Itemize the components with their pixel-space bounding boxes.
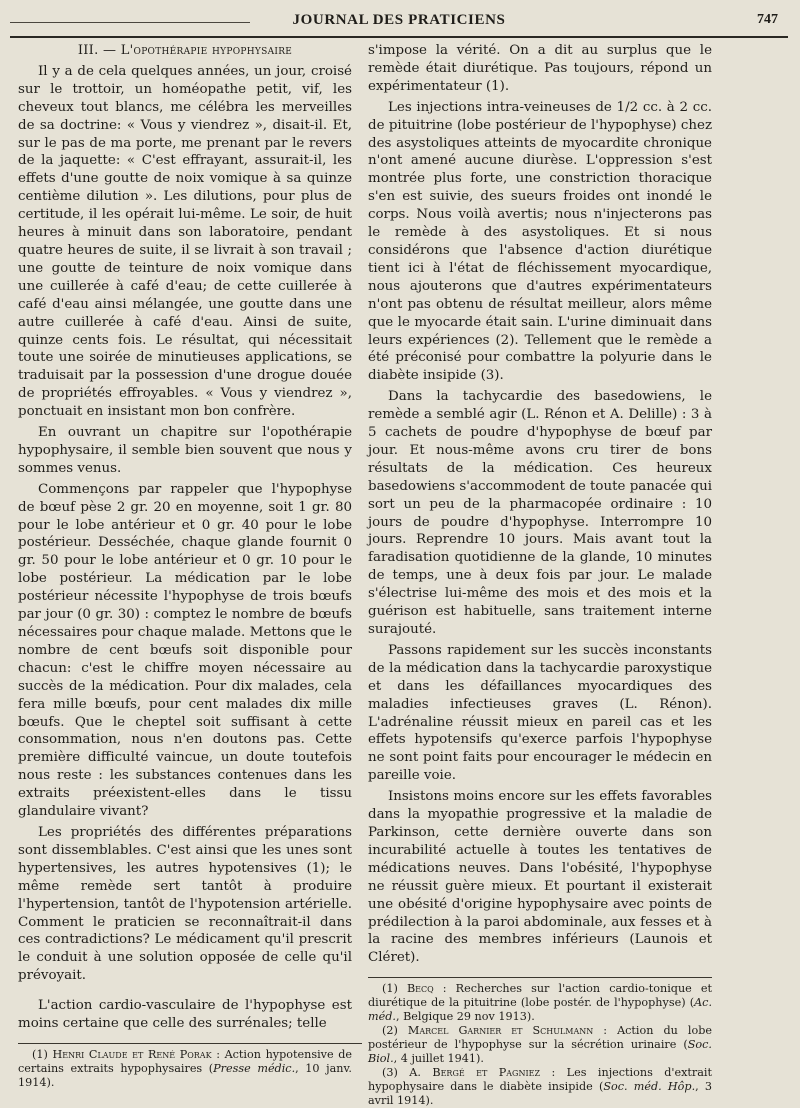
- footnote-rest: , 3 avril 1914).: [368, 1080, 712, 1108]
- footnote-text: : Action du lobe postérieur de l'hypophyse sur la sécrétion urinaire (: [368, 1024, 712, 1052]
- paragraph: Passons rapidement sur les succès inconstants de la médication dans la tachycardie paroxystique et dans les défaillances myocardiques des maladies infectieuses graves (L. Rénon). L'adrénaline réussit mieux en pareil cas et les effets hypotensifs qu'exerce parfois l'hypophyse ne sont point faits pour encourager le médecin en pareille voie.: [368, 642, 712, 784]
- footnote-source: Ac. méd.: [368, 996, 712, 1024]
- footnote-source: Soc. Biol.: [368, 1038, 712, 1066]
- right-column: [368, 42, 712, 1108]
- footnote-rest: , Belgique 29 nov 1913).: [395, 1010, 535, 1024]
- running-header: [10, 8, 788, 38]
- footnote-text: : Les injections d'extrait hypophysaire dans le diabète insipide (: [368, 1066, 713, 1094]
- paragraph: Dans la tachycardie des basedowiens, le remède a semblé agir (L. Rénon et A. Delille) : 3 à 5 cachets de poudre d'hypophyse de bœuf par jour. Et nous-même avons cru tirer de bons résultats de la médication. Ces heureux basedowiens s'accommodent de toute panacée qui sort un peu de la pharmacopée ordinaire : 10 jours de poudre d'hypophyse. Interrompre 10 jours. Reprendre 10 jours. Mais avant tout la faradisation quotidienne de la glande, 10 minutes de temps, une à deux fois par jour. Le malade s'électrise lui-même des mois et des mois et la guérison est habituelle, sans traitement interne surajouté.: [368, 389, 712, 637]
- paragraph: Commençons par rappeler que l'hypophyse de bœuf pèse 2 gr. 20 en moyenne, soit 1 gr. 80 pour le lobe antérieur et 0 gr. 40 pour le lobe postérieur. Desséchée, chaque glande fournit 0 gr. 50 pour le lobe antérieur et 0 gr. 10 pour le lobe postérieur. La médication par le lobe postérieur nécessite l'hypophyse de trois bœufs par jour (0 gr. 30) : comptez le nombre de bœufs nécessaires pour chaque malade. Mettons que le nombre de cent bœufs soit disponible pour chacun: c'est le chiffre moyen nécessaire au succès de la médication. Pour dix malades, cela fera mille bœufs, pour cent malades dix mille bœufs. Que le cheptel soit suffisant à cette consommation, nous n'en doutons pas. Cette première difficulté vaincue, un doute toutefois nous reste : les substances contenues dans les extraits préexistent-elles dans le tissu glandulaire vivant?: [18, 481, 352, 820]
- page-number: 747: [757, 12, 778, 27]
- paragraph: s'impose la vérité. On a dit au surplus que le remède était diurétique. Pas toujours, répond un expérimentateur (1).: [368, 43, 712, 94]
- paragraph: Il y a de cela quelques années, un jour, croisé sur le trottoir, un homéopathe petit, vif, les cheveux tout blancs, me célébra les merveilles de sa doctrine: « Vous y viendrez », disait-il. Et, sur le pas de ma porte, me prenant par le revers de la jaquette: « C'est effrayant, assurait-il, les effets d'une goutte de noix vomique à sa quinze centième dilution ». Les dilutions, pour plus de certitude, il les opérait lui-même. Le soir, de huit heures à minuit dans son laboratoire, pendant quatre heures de suite, il se livrait à son travail ; une goutte de teinture de noix vomique dans une cuillerée à café d'eau; de cette cuillerée à café d'eau ainsi mélangée, une goutte dans une autre cuillerée à café d'eau. Ainsi de suite, quinze cents fois. Le résultat, qui nécessitait toute une soirée de minutieuses applications, se traduisait par la possession d'une drogue douée de propriétés effroyables. « Vous y viendrez », ponctuait en insistant mon bon confrère.: [18, 63, 352, 420]
- footnote-source: Soc. méd. Hôp.: [603, 1080, 696, 1094]
- footnote: [18, 1048, 352, 1090]
- footnote-authors: (3) A. Bergé et Pagniez: [382, 1066, 541, 1080]
- footnote: [368, 1024, 712, 1066]
- footnote-authors: (1) Henri Claude et René Porak: [32, 1047, 212, 1061]
- footnote-authors: (2) Marcel Garnier et Schulmann: [382, 1024, 594, 1038]
- left-column: [18, 42, 352, 1090]
- footnote-source: Presse médic.: [213, 1061, 296, 1075]
- journal-title: JOURNAL DES PRATICIENS: [292, 12, 506, 28]
- footnote-rest: , 4 juillet 1941).: [393, 1052, 484, 1066]
- footnote: [368, 1066, 712, 1108]
- paragraph: Insistons moins encore sur les effets favorables dans la myopathie progressive et la maladie de Parkinson, cette dernière ouverte dans son incurabilité actuelle à toutes les tentatives de médications neuves. Dans l'obésité, l'hypophyse ne réussit guère mieux. Et pourtant il existerait une obésité d'origine hypophysaire avec points de prédilection à la paroi abdominale, aux fesses et à la racine des membres inférieurs (Launois et Cléret).: [368, 789, 712, 966]
- footnote-separator: [368, 977, 712, 978]
- paragraph: En ouvrant un chapitre sur l'opothérapie hypophysaire, il semble bien souvent que nous y sommes venus.: [18, 425, 352, 476]
- footnote-rest: , 10 janv. 1914).: [18, 1061, 352, 1089]
- footnote-authors: (1) Becq: [382, 982, 434, 996]
- footnote-text: : Action hypotensive de certains extraits hypophysaires (: [18, 1047, 352, 1075]
- paragraph: Les propriétés des différentes préparations sont dissemblables. C'est ainsi que les unes sont hypertensives, les autres hypotensives (1); le même remède sert tantôt à produire l'hypertension, tantôt de l'hypotension artérielle. Comment le praticien se reconnaîtrait-il dans ces contradictions? Le médicament qu'il prescrit le conduit à une solution opposée de celle qu'il prévoyait.: [18, 824, 352, 984]
- paragraph: L'action cardio-vasculaire de l'hypophyse est moins certaine que celle des surrénales; telle: [18, 998, 352, 1032]
- section-title: III. — L'opothérapie hypophysaire: [77, 43, 293, 58]
- paragraph: Les injections intra-veineuses de 1/2 cc. à 2 cc. de pituitrine (lobe postérieur de l'hypophyse) chez des asystoliques atteints de myocardite chronique n'ont amené aucune diurèse. L'oppression s'est montrée plus forte, une constriction thoracique s'en est suivie, des sueurs froides ont inondé le corps. Nous voilà avertis; nous n'injecterons pas le remède à des asystoliques. Et si nous considérons que l'absence d'action diurétique tient ici à l'état de fléchissement myocardique, nous ajouterons que d'autres expérimentateurs n'ont pas obtenu de résultat meilleur, alors même que le myocarde était sain. L'urine diminuait dans leurs expériences (2). Tellement que le remède a été préconisé pour combattre la polyurie dans le diabète insipide (3).: [368, 99, 712, 384]
- footnote-text: : Recherches sur l'action cardio-tonique et diurétique de la pituitrine (lobe postér. de l'hypophyse) (: [368, 982, 712, 1010]
- footnote-separator: [18, 1043, 362, 1044]
- footnote: [368, 982, 712, 1024]
